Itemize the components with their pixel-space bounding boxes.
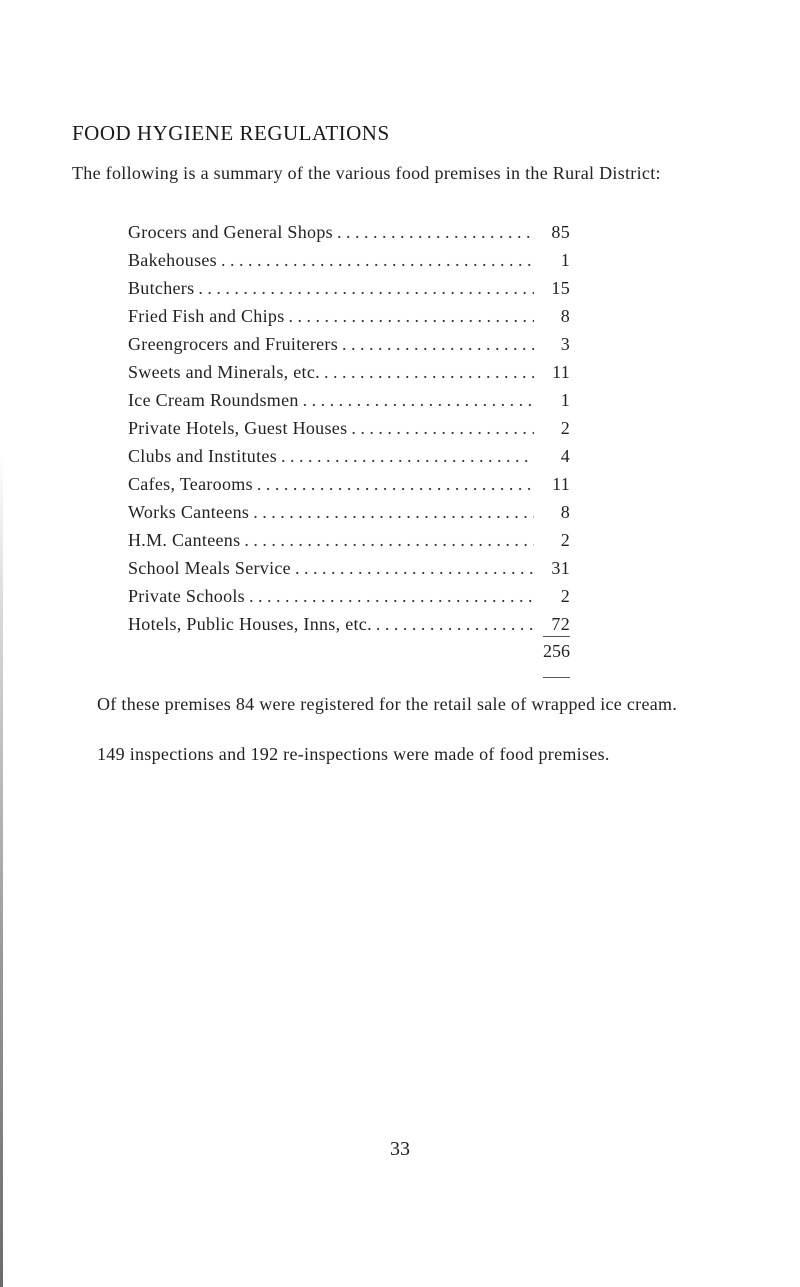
- premises-count: 11: [552, 362, 570, 382]
- premises-label: Private Hotels, Guest Houses: [128, 418, 348, 438]
- premises-label: Ice Cream Roundsmen: [128, 390, 299, 410]
- premises-count: 15: [551, 278, 570, 298]
- premises-label: Grocers and General Shops: [128, 222, 333, 242]
- list-item: [128, 530, 570, 558]
- list-item: [128, 250, 570, 278]
- premises-list: [128, 222, 570, 642]
- dot-leader: [289, 306, 534, 327]
- premises-count: 8: [560, 306, 570, 326]
- premises-count: 2: [560, 418, 570, 438]
- premises-count: 85: [551, 222, 570, 242]
- premises-label: Sweets and Minerals, etc.: [128, 362, 320, 382]
- list-item: [128, 306, 570, 334]
- list-item: [128, 362, 570, 390]
- page-number: 33: [390, 1138, 410, 1160]
- premises-label: Butchers: [128, 278, 195, 298]
- dot-leader: [244, 530, 534, 551]
- dot-leader: [295, 558, 534, 579]
- list-item: [128, 418, 570, 446]
- dot-leader: [221, 250, 534, 271]
- premises-label: Private Schools: [128, 586, 245, 606]
- premises-count: 1: [560, 390, 570, 410]
- premises-label: H.M. Canteens: [128, 530, 241, 550]
- inspections-paragraph: 149 inspections and 192 re-inspections were made of food premises.: [97, 744, 610, 764]
- premises-count: 11: [552, 474, 570, 494]
- list-item: [128, 222, 570, 250]
- premises-count: 31: [551, 558, 570, 578]
- list-item: [128, 586, 570, 614]
- dot-leader: [257, 474, 534, 495]
- premises-label: Cafes, Tearooms: [128, 474, 253, 494]
- premises-count: 3: [560, 334, 570, 354]
- dot-leader: [337, 222, 534, 243]
- premises-count: 72: [551, 614, 570, 634]
- premises-label: Clubs and Institutes: [128, 446, 277, 466]
- premises-total: 256: [543, 641, 570, 661]
- premises-count: 4: [560, 446, 570, 466]
- dot-leader: [281, 446, 534, 467]
- premises-label: Fried Fish and Chips: [128, 306, 285, 326]
- list-item: [128, 278, 570, 306]
- dot-leader: [303, 390, 534, 411]
- premises-label: Bakehouses: [128, 250, 217, 270]
- list-item: [128, 502, 570, 530]
- total-rule-top: [543, 636, 570, 637]
- dot-leader: [324, 362, 534, 383]
- dot-leader: [351, 418, 534, 439]
- scan-edge-shadow: [0, 450, 3, 1287]
- dot-leader: [342, 334, 534, 355]
- list-item: [128, 446, 570, 474]
- ice-cream-paragraph: Of these premises 84 were registered for the retail sale of wrapped ice cream.: [97, 694, 678, 714]
- list-item: [128, 334, 570, 362]
- premises-count: 2: [560, 586, 570, 606]
- premises-label: School Meals Service: [128, 558, 291, 578]
- premises-count: 1: [560, 250, 570, 270]
- intro-paragraph: The following is a summary of the various food premises in the Rural District:: [72, 163, 661, 183]
- dot-leader: [376, 614, 534, 635]
- dot-leader: [253, 502, 534, 523]
- list-item: [128, 558, 570, 586]
- total-rule-bottom: [543, 677, 570, 678]
- list-item: [128, 614, 570, 642]
- dot-leader: [198, 278, 534, 299]
- list-item: [128, 474, 570, 502]
- premises-count: 8: [560, 502, 570, 522]
- premises-label: Hotels, Public Houses, Inns, etc.: [128, 614, 372, 634]
- premises-count: 2: [560, 530, 570, 550]
- page-title: FOOD HYGIENE REGULATIONS: [72, 121, 390, 145]
- premises-label: Greengrocers and Fruiterers: [128, 334, 339, 354]
- dot-leader: [249, 586, 534, 607]
- list-item: [128, 390, 570, 418]
- premises-label: Works Canteens: [128, 502, 250, 522]
